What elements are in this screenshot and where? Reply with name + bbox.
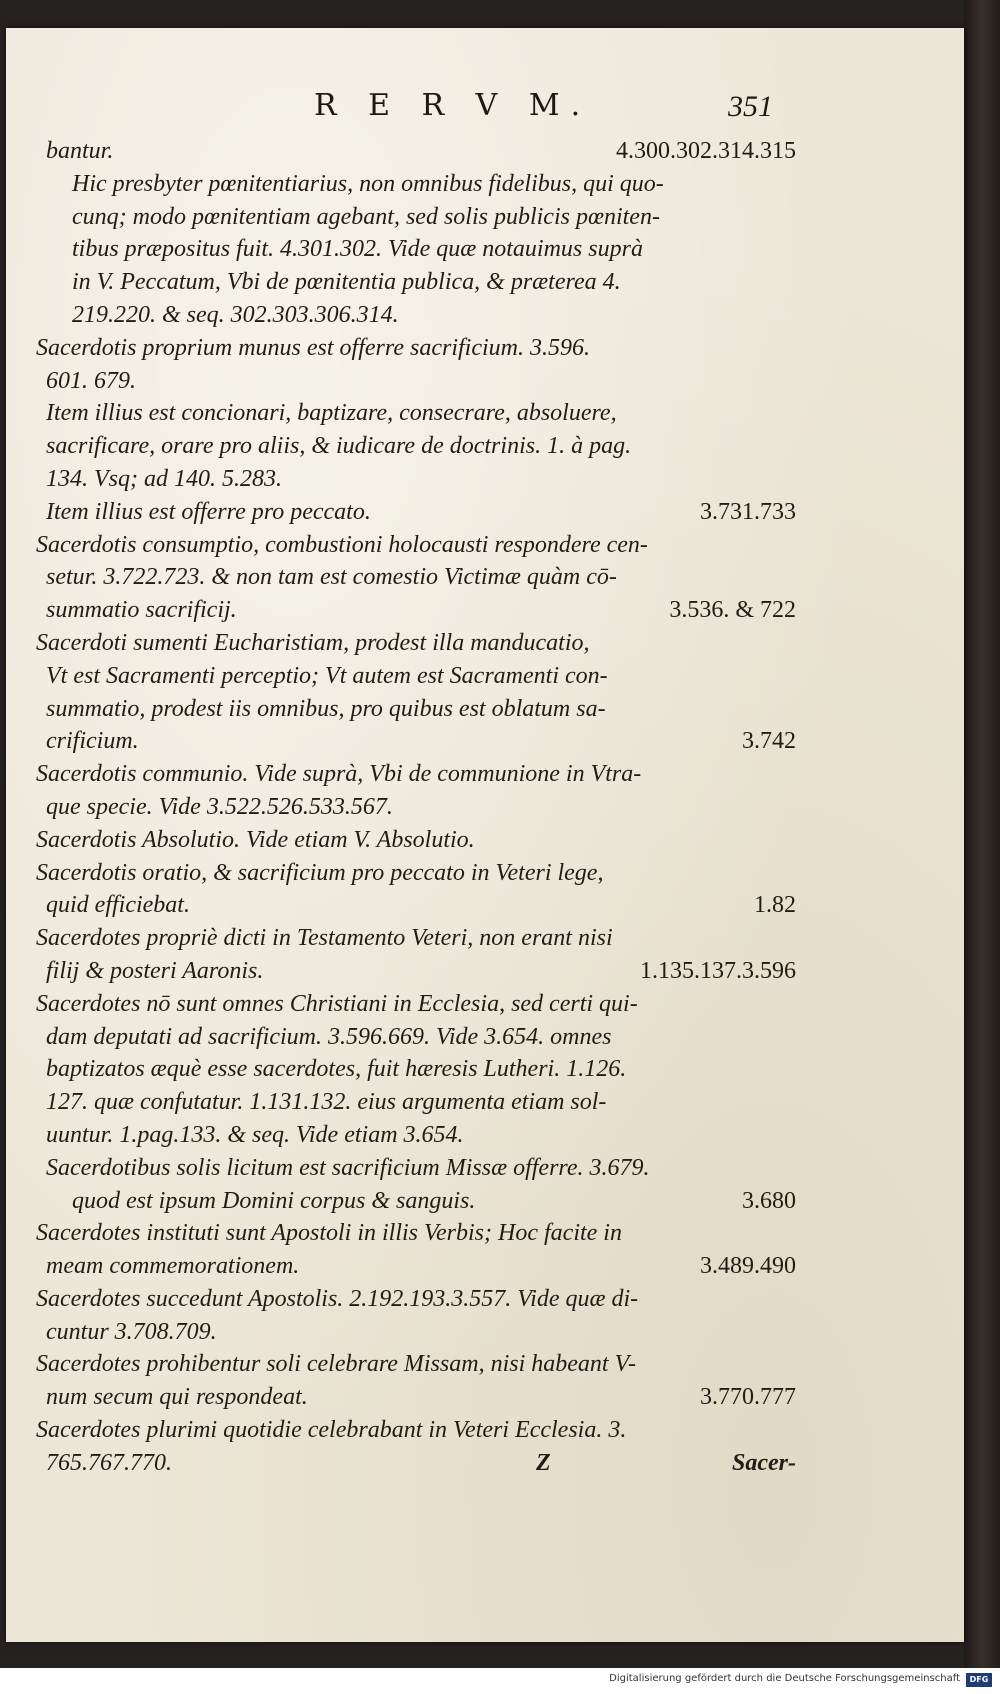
index-line [36, 1316, 796, 1349]
index-line-reference: 3.770.777 [700, 1384, 796, 1411]
index-line [36, 1053, 796, 1086]
index-line [36, 1283, 796, 1316]
index-line [36, 1021, 796, 1054]
index-line [36, 1348, 796, 1381]
index-line [36, 529, 796, 562]
index-line-text: 127. quæ confutatur. 1.131.132. eius argumenta etiam sol- [46, 1089, 607, 1116]
index-line-text: cuntur 3.708.709. [46, 1318, 217, 1345]
index-line-text: quod est ipsum Domini corpus & sanguis. [72, 1187, 476, 1214]
index-line-reference: 3.680 [742, 1187, 796, 1214]
index-line [36, 561, 796, 594]
index-line [36, 725, 796, 758]
index-line [36, 1086, 796, 1119]
index-line-text: Sacerdoti sumenti Eucharistiam, prodest illa manducatio, [36, 629, 590, 656]
index-line [36, 463, 796, 496]
index-line-text: 765.767.770. [46, 1449, 172, 1476]
index-line [36, 1381, 796, 1414]
index-line [36, 1217, 796, 1250]
book-page [6, 28, 964, 1642]
index-line-text: baptizatos æquè esse sacerdotes, fuit hæresis Lutheri. 1.126. [46, 1056, 627, 1083]
index-line-text: Sacerdotibus solis licitum est sacrificium Missæ offerre. 3.679. [46, 1154, 650, 1181]
index-line-text: Sacerdotes propriè dicti in Testamento Veteri, non erant nisi [36, 925, 613, 952]
index-line [36, 1250, 796, 1283]
index-line-text: tibus præpositus fuit. 4.301.302. Vide quæ notauimus suprà [72, 236, 643, 263]
index-line-text: 601. 679. [46, 367, 136, 394]
index-line-text: Sacerdotes succedunt Apostolis. 2.192.193.3.557. Vide quæ di- [36, 1285, 639, 1312]
index-line-reference: 3.742 [742, 728, 796, 755]
index-line-text: que specie. Vide 3.522.526.533.567. [46, 793, 393, 820]
index-line-text: Sacerdotes plurimi quotidie celebrabant in Veteri Ecclesia. 3. [36, 1417, 627, 1444]
index-entries [36, 135, 796, 1480]
index-line-text: filij & posteri Aaronis. [46, 957, 264, 984]
index-line-text: Sacerdotes instituti sunt Apostoli in illis Verbis; Hoc facite in [36, 1220, 622, 1247]
index-line [36, 1185, 796, 1218]
index-line-text: Sacerdotes prohibentur soli celebrare Missam, nisi habeant V- [36, 1351, 636, 1378]
index-line [36, 168, 796, 201]
index-line [36, 693, 796, 726]
index-line-text: 219.220. & seq. 302.303.306.314. [72, 301, 399, 328]
index-line-reference: 1.135.137.3.596 [640, 957, 796, 984]
index-line-text: uuntur. 1.pag.133. & seq. Vide etiam 3.654. [46, 1121, 464, 1148]
index-line [36, 397, 796, 430]
index-line-text: summatio, prodest iis omnibus, pro quibus est oblatum sa- [46, 695, 606, 722]
scan-backdrop [964, 0, 1000, 1694]
catchword-row [36, 1447, 796, 1480]
index-line-text: Sacerdotis proprium munus est offerre sacrificium. 3.596. [36, 334, 590, 361]
index-line-reference: 3.536. & 722 [669, 597, 796, 624]
index-line-text: sacrificare, orare pro aliis, & iudicare de doctrinis. 1. à pag. [46, 433, 632, 460]
index-line [36, 201, 796, 234]
index-line [36, 135, 796, 168]
index-line-text: quid efficiebat. [46, 892, 190, 919]
index-line-text: Sacerdotis Absolutio. Vide etiam V. Absolutio. [36, 826, 475, 853]
index-line-text: Sacerdotis oratio, & sacrificium pro peccato in Veteri lege, [36, 859, 604, 886]
index-line [36, 824, 796, 857]
index-line-text: cunq; modo pœnitentiam agebant, sed solis publicis pœniten- [72, 203, 660, 230]
funding-credit: Digitalisierung gefördert durch die Deutsche Forschungsgemeinschaft [609, 1673, 960, 1684]
digitization-footer [0, 1668, 1000, 1694]
index-line-text: crificium. [46, 728, 139, 755]
index-line [36, 365, 796, 398]
index-line-text: bantur. [46, 138, 114, 164]
index-line [36, 627, 796, 660]
index-line-text: 134. Vsq; ad 140. 5.283. [46, 465, 282, 492]
signature-mark: Z [536, 1449, 551, 1476]
index-line-text: Item illius est offerre pro peccato. [46, 498, 371, 525]
index-line [36, 889, 796, 922]
index-line [36, 430, 796, 463]
index-line-text: Sacerdotes nō sunt omnes Christiani in Ecclesia, sed certi qui- [36, 990, 638, 1017]
index-line [36, 594, 796, 627]
index-line [36, 1414, 796, 1447]
index-line-text: dam deputati ad sacrificium. 3.596.669. Vide 3.654. omnes [46, 1023, 612, 1050]
index-line-text: summatio sacrificij. [46, 597, 237, 624]
index-line [36, 922, 796, 955]
running-head-title: R E R V M. [314, 88, 592, 123]
index-line-text: Item illius est concionari, baptizare, consecrare, absoluere, [46, 400, 617, 427]
index-line-text: Sacerdotis consumptio, combustioni holocausti respondere cen- [36, 531, 648, 558]
index-line [36, 791, 796, 824]
index-line [36, 758, 796, 791]
index-line [36, 1119, 796, 1152]
index-line-text: meam commemorationem. [46, 1253, 300, 1280]
index-line-text: Vt est Sacramenti perceptio; Vt autem est Sacramenti con- [46, 662, 608, 689]
index-line [36, 299, 796, 332]
page-number: 351 [728, 90, 773, 123]
index-line-reference: 4.300.302.314.315 [616, 138, 796, 164]
index-line-text: Sacerdotis communio. Vide suprà, Vbi de communione in Vtra- [36, 761, 642, 788]
index-line-text: in V. Peccatum, Vbi de pœnitentia publica, & præterea 4. [72, 269, 621, 296]
index-line [36, 496, 796, 529]
index-line [36, 332, 796, 365]
index-line-text: num secum qui respondeat. [46, 1384, 308, 1411]
index-line-text: Hic presbyter pœnitentiarius, non omnibus fidelibus, qui quo- [72, 170, 664, 197]
index-line [36, 857, 796, 890]
index-line-reference: 3.731.733 [700, 498, 796, 525]
dfg-logo: DFG [966, 1673, 992, 1687]
index-line [36, 660, 796, 693]
catchword: Sacer- [732, 1449, 796, 1476]
index-line [36, 988, 796, 1021]
index-line-reference: 1.82 [754, 892, 796, 919]
index-line [36, 955, 796, 988]
index-line [36, 266, 796, 299]
index-line-reference: 3.489.490 [700, 1253, 796, 1280]
index-line [36, 1152, 796, 1185]
index-line-text: setur. 3.722.723. & non tam est comestio Victimæ quàm cō- [46, 564, 617, 591]
index-line [36, 233, 796, 266]
running-head [6, 88, 964, 128]
